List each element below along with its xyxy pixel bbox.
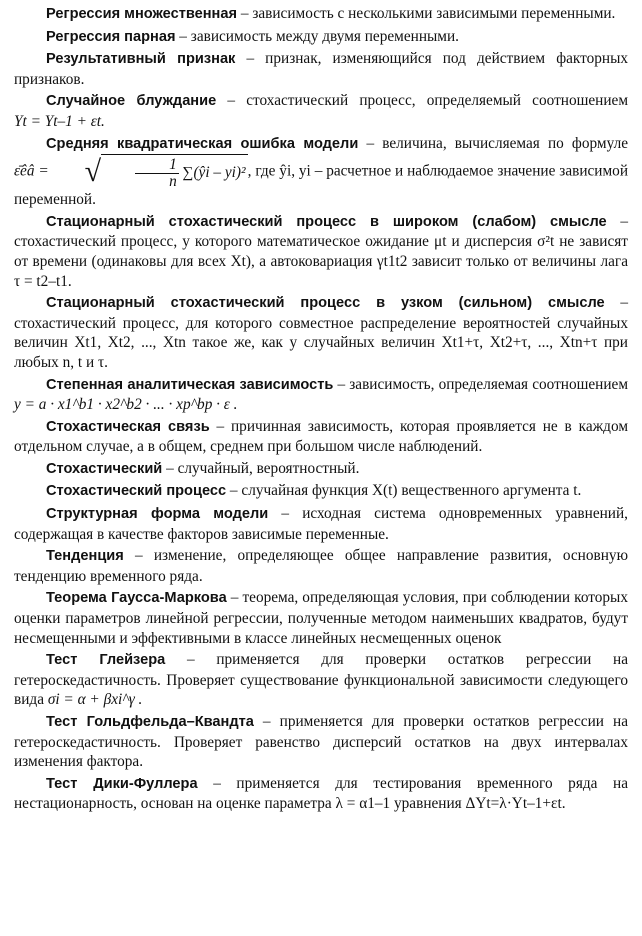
formula-random-walk: Yt = Yt–1 + εt. [14,112,105,130]
glossary-entry [14,546,628,586]
formula-glejser: σi = α + βxi^γ . [47,691,143,709]
formula-rmse-sqrt: √ $\frac{1}{n}$ ∑(ŷi – yi)² [84,155,246,191]
entry-term: Тест Дики-Фуллера [46,775,198,792]
entry-definition: – признак, изменяющийся под действием факторных признаков. [14,50,629,88]
entry-definition: – изменение, определяющее общее направление развития, основную тенденцию временного ряда. [14,547,628,585]
glossary-entry [14,375,628,415]
entry-term: Стационарный стохастический процесс в широком (слабом) смысле [46,213,607,230]
entry-term: Теорема Гаусса-Маркова [46,590,227,607]
entry-definition-cont: , где ŷi, yi – расчетное и наблюдаемое значение зависимой переменной. [14,162,629,209]
glossary-entry [14,650,628,710]
glossary-entry [14,417,628,457]
entry-term: Регрессия множественная [46,6,238,22]
entry-term: Тест Гольдфельда–Квандта [46,714,254,730]
entry-definition: – величина, вычисляемая по формуле [358,134,628,152]
glossary-entry [14,4,628,25]
entry-definition: – зависимость между двумя переменными. [175,27,459,45]
entry-definition: – зависимость с несколькими зависимыми переменными. [237,5,616,22]
entry-definition: – стохастический процесс, определяемый соотношением [216,92,628,110]
glossary-entry [14,212,628,291]
glossary-entry [14,712,628,772]
formula-power-law: y = a · x1^b1 · x2^b2 · ... · xp^bp · ε . [14,396,238,414]
entry-term: Результативный признак [46,51,236,68]
entry-term: Средняя квадратическая ошибка модели [46,135,359,152]
entry-definition: – зависимость, определяемая соотношением [333,375,629,393]
entry-term: Структурная форма модели [46,506,269,523]
glossary-entry [14,27,628,48]
glossary-entry [14,293,628,372]
formula-rmse-lhs: ε̄êâ = [14,162,49,180]
entry-term: Степенная аналитическая зависимость [46,376,334,393]
glossary-entry [14,774,628,814]
entry-term: Регрессия парная [46,28,176,45]
formula-frac-numerator: 1 [135,157,179,174]
entry-term: Стохастический процесс [46,483,227,500]
entry-definition: – применяется для тестирования временного ряда на нестационарность, основан на оценке параметра λ = α1–1 уравнения ΔYt=λ·Yt–1+εt. [14,774,629,813]
entry-definition: – применяется для проверки остатков регрессии на гетероскедастичность. Проверяет существование функциональной зависимости следующего вида [14,651,628,709]
entry-definition: – исходная система одновременных уравнений, содержащая в качестве факторов зависимые переменные. [14,505,628,543]
entry-definition: – теорема, определяющая условия, при соблюдении которых оценки параметров линейной регрессии, полученные методом наименьших квадратов, будут несмещенными и эффективными в классе линейных несмещенных оценок [14,589,628,647]
glossary-entry [14,49,628,89]
entry-term: Стохастическая связь [46,418,210,435]
glossary-entry [14,91,628,131]
entry-term: Тенденция [46,548,124,565]
glossary-entry [14,504,628,544]
formula-frac-denominator: n [169,173,177,191]
glossary-entry [14,459,628,480]
entry-term: Тест Глейзера [46,652,166,669]
entry-term: Стационарный стохастический процесс в узком (сильном) смысле [46,295,605,312]
entry-definition: – применяется для проверки остатков регрессии на гетероскедастичность. Проверяет равенство дисперсий остатков на двух интервалах изменения фактора. [14,713,629,771]
glossary-entry [14,134,628,210]
formula-rmse-body: ∑(ŷi – yi)² [182,164,246,182]
entry-term: Случайное блуждание [46,93,217,110]
entry-definition: – случайный, вероятностный. [162,459,360,477]
glossary-entry [14,588,628,648]
entry-definition: – причинная зависимость, которая проявляется не в каждом отдельном случае, а в общем, среднем при большом числе наблюдений. [14,417,628,456]
entry-definition: – случайная функция X(t) вещественного аргумента t. [226,482,582,500]
entry-definition: – стохастический процесс, для которого совместное распределение вероятностей случайных величин Xt1, Xt2, ..., Xtn такое же, как у случайных величин Xt1+τ, Xt2+τ, ..., Xtn+τ при любых n, t и τ. [14,294,628,371]
glossary-entry [14,481,628,502]
entry-term: Стохастический [46,460,163,477]
entry-definition: – стохастический процесс, у которого математическое ожидание μt и дисперсия σ²t не зависят от времени (одинаковы для всех Xt), а автоковариация γt1t2 зависит только от величины лага τ = t2–t1. [14,212,628,290]
